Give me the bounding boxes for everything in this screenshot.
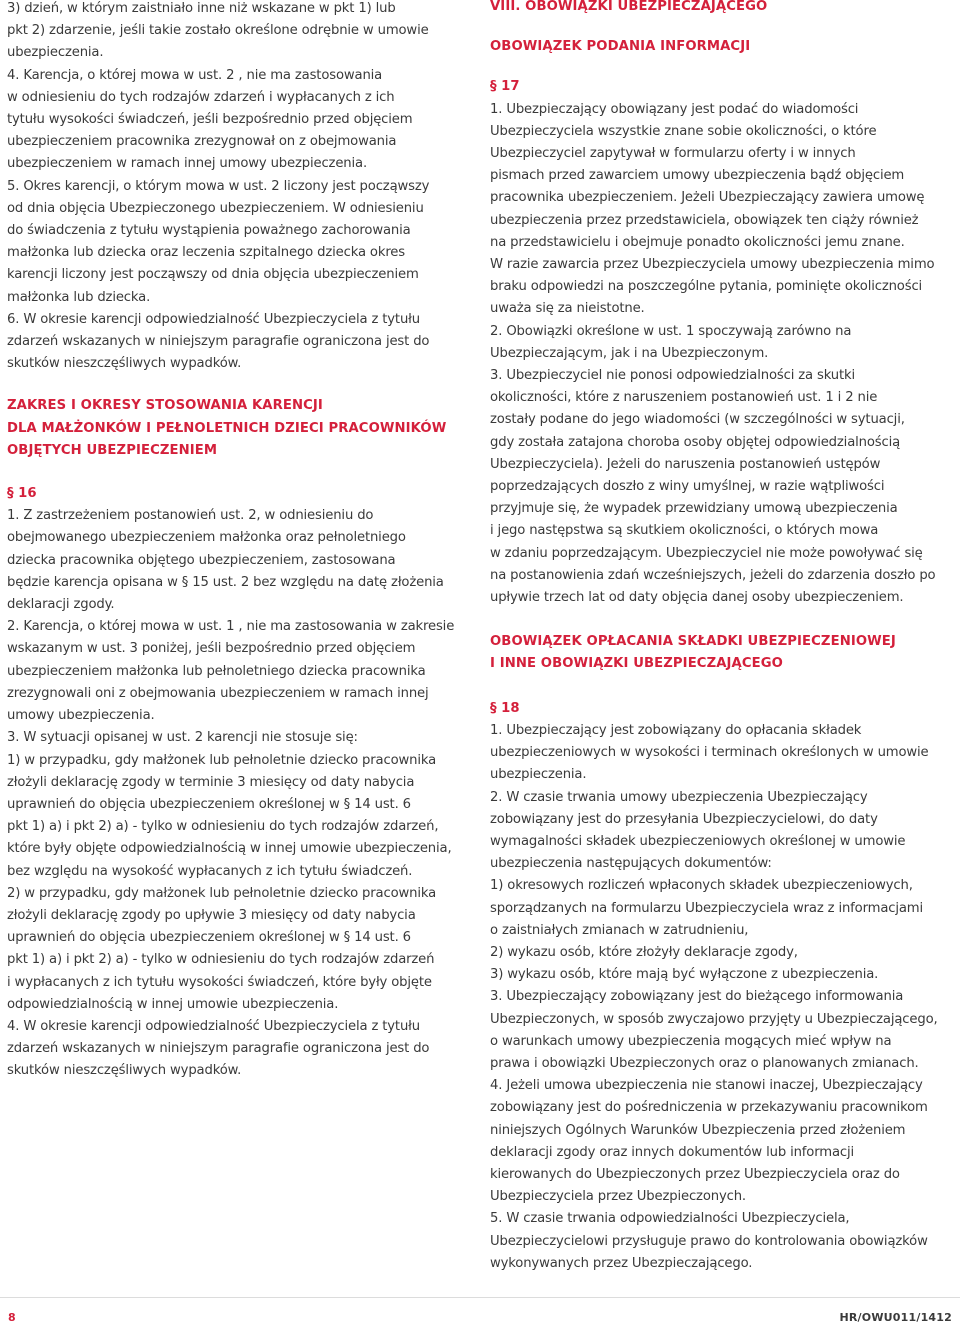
- paragraph-16-number: § 16: [7, 486, 37, 502]
- right-text-block-1: [490, 99, 955, 610]
- paragraph-17-number: § 17: [490, 79, 520, 95]
- left-column: [7, 0, 469, 1083]
- text-line: ubezpieczeniowych w wysokości i terminach określonych w umowie: [490, 745, 929, 761]
- text-line: kierowanych do Ubezpieczonych przez Ubezpieczyciela oraz do: [490, 1166, 900, 1182]
- text-line: i wypłacanych z ich tytułu wysokości świadczeń, które były objęte: [7, 974, 432, 990]
- page-number: 8: [8, 1311, 16, 1324]
- text-line: pkt 2) zdarzenie, jeśli takie zostało określone odrębnie w umowie: [7, 23, 429, 39]
- right-column: [490, 0, 955, 1275]
- text-line: ubezpieczeniem pracownika zrezygnował on z obejmowania: [7, 134, 397, 150]
- text-line: 3) wykazu osób, które mają być wyłączone z ubezpieczenia.: [490, 967, 879, 983]
- text-line: ubezpieczenia.: [490, 767, 587, 783]
- text-line: wskazanym w ust. 3 poniżej, jeśli bezpośrednio przed objęciem: [7, 641, 416, 657]
- text-line: gdy została zatajona choroba osoby objętej odpowiedzialnością: [490, 434, 901, 450]
- subheading-informacje: OBOWIĄZEK PODANIA INFORMACJI: [490, 39, 751, 55]
- text-line: przyjmuje się, że wypadek przewidziany umową ubezpieczenia: [490, 501, 898, 517]
- text-line: Ubezpieczyciela). Jeżeli do naruszenia postanowień ustępów: [490, 456, 881, 472]
- text-line: zobowiązany jest do pośredniczenia w przekazywaniu pracownikom: [490, 1100, 928, 1116]
- text-line: złożyli deklarację zgody w terminie 3 miesięcy od daty nabycia: [7, 774, 415, 790]
- text-line: pracownika ubezpieczeniem. Jeżeli Ubezpieczający zawiera umowę: [490, 190, 925, 206]
- text-line: poprzedzających doszło z winy umyślnej, w razie wątpliwości: [490, 479, 885, 495]
- text-line: upływie trzech lat od daty objęcia danej osoby ubezpieczeniem.: [490, 590, 904, 606]
- text-line: Ubezpieczającym, jak i na Ubezpieczonym.: [490, 345, 769, 361]
- left-text-block-2: [7, 505, 469, 1082]
- document-code: HR/OWU011/1412: [839, 1311, 952, 1324]
- text-line: bez względu na wysokość wypłacanych z ich tytułu świadczeń.: [7, 863, 413, 879]
- text-line: ubezpieczenia przez przedstawiciela, obowiązek ten ciąży również: [490, 212, 919, 228]
- text-line: odpowiedzialnością w innej umowie ubezpieczenia.: [7, 996, 339, 1012]
- text-line: 2) w przypadku, gdy małżonek lub pełnoletnie dziecko pracownika: [7, 885, 437, 901]
- heading-line: OBOWIĄZEK OPŁACANIA SKŁADKI UBEZPIECZENIOWEJ: [490, 634, 896, 650]
- text-line: 3) dzień, w którym zaistniało inne niż wskazane w pkt 1) lub: [7, 1, 396, 16]
- text-line: złożyli deklarację zgody po upływie 3 miesięcy od daty nabycia: [7, 907, 416, 923]
- text-line: Ubezpieczyciela przez Ubezpieczonych.: [490, 1189, 746, 1205]
- text-line: zrezygnowali oni z obejmowania ubezpieczeniem w ramach innej: [7, 685, 429, 701]
- text-line: prawa i obowiązki Ubezpieczonych oraz o planowanych zmianach.: [490, 1055, 919, 1071]
- text-line: na postanowienia zdań wcześniejszych, jeżeli do zdarzenia doszło po: [490, 567, 936, 583]
- text-line: deklaracji zgody oraz innych dokumentów lub informacji: [490, 1144, 855, 1160]
- text-line: dziecka pracownika objętego ubezpieczeniem, zastosowana: [7, 552, 396, 568]
- text-line: 5. W czasie trwania odpowiedzialności Ubezpieczyciela,: [490, 1211, 850, 1227]
- text-line: na przedstawicielu i obejmuje ponadto okoliczności jemu znane.: [490, 234, 905, 250]
- text-line: sporządzanych na formularzu Ubezpieczyciela wraz z informacjami: [490, 900, 924, 916]
- text-line: pkt 1) a) i pkt 2) a) - tylko w odniesieniu do tych rodzajów zdarzeń: [7, 952, 435, 968]
- text-line: zdarzeń wskazanych w niniejszym paragrafie ograniczona jest do: [7, 1041, 430, 1057]
- text-line: 2. Karencja, o której mowa w ust. 1 , nie ma zastosowania w zakresie: [7, 619, 455, 635]
- text-line: pkt 1) a) i pkt 2) a) - tylko w odniesieniu do tych rodzajów zdarzeń,: [7, 819, 439, 835]
- paragraph-18-number: § 18: [490, 700, 520, 716]
- text-line: będzie karencja opisana w § 15 ust. 2 bez względu na datę złożenia: [7, 574, 444, 590]
- text-line: 6. W okresie karencji odpowiedzialność Ubezpieczyciela z tytułu: [7, 311, 420, 327]
- text-line: 1. Ubezpieczający jest zobowiązany do opłacania składek: [490, 722, 862, 738]
- text-line: uprawnień do objęcia ubezpieczeniem określonej w § 14 ust. 6: [7, 930, 411, 946]
- text-line: zdarzeń wskazanych w niniejszym paragrafie ograniczona jest do: [7, 334, 430, 350]
- text-line: 4. Karencja, o której mowa w ust. 2 , nie ma zastosowania: [7, 67, 383, 83]
- text-line: Ubezpieczonych, w sposób zwyczajowo przyjęty u Ubezpieczającego,: [490, 1011, 938, 1027]
- text-line: Ubezpieczyciela wszystkie znane sobie okoliczności, o które: [490, 123, 877, 139]
- text-line: ubezpieczenia następujących dokumentów:: [490, 856, 772, 872]
- subheading-skladka: [490, 631, 955, 675]
- text-line: wykonywanych przez Ubezpieczającego.: [490, 1255, 753, 1271]
- text-line: w zdaniu poprzedzającym. Ubezpieczyciel nie może powoływać się: [490, 545, 923, 561]
- text-line: 4. Jeżeli umowa ubezpieczenia nie stanowi inaczej, Ubezpieczający: [490, 1078, 923, 1094]
- text-line: uważa się za nieistotne.: [490, 301, 645, 317]
- text-line: 1) okresowych rozliczeń wpłaconych składek ubezpieczeniowych,: [490, 878, 913, 894]
- text-line: w odniesieniu do tych rodzajów zdarzeń i wypłacanych z ich: [7, 89, 395, 105]
- text-line: Ubezpieczyciel zapytywał w formularzu oferty i w innych: [490, 146, 856, 162]
- text-line: ubezpieczeniem małżonka lub pełnoletniego dziecka pracownika: [7, 663, 426, 679]
- text-line: okoliczności, które z naruszeniem postanowień ust. 1 i 2 nie: [490, 390, 878, 406]
- text-line: deklaracji zgody.: [7, 597, 115, 613]
- text-line: karencji liczony jest począwszy od dnia objęcia ubezpieczeniem: [7, 267, 419, 283]
- heading-line: ZAKRES I OKRESY STOSOWANIA KARENCJI: [7, 398, 323, 414]
- text-line: tytułu wysokości świadczeń, jeśli bezpośrednio przed objęciem: [7, 112, 413, 128]
- text-line: o warunkach umowy ubezpieczenia mogących mieć wpływ na: [490, 1033, 892, 1049]
- right-text-block-2: [490, 720, 955, 1275]
- text-line: które były objęte odpowiedzialnością w innej umowie ubezpieczenia,: [7, 841, 452, 857]
- text-line: ubezpieczeniem w ramach innej umowy ubezpieczenia.: [7, 156, 367, 172]
- text-line: do świadczenia z tytułu wystąpienia poważnego zachorowania: [7, 223, 411, 239]
- text-line: 3. W sytuacji opisanej w ust. 2 karencji nie stosuje się:: [7, 730, 358, 746]
- text-line: zobowiązany jest do przesyłania Ubezpieczycielowi, do daty: [490, 811, 878, 827]
- text-line: 3. Ubezpieczający zobowiązany jest do bieżącego informowania: [490, 989, 904, 1005]
- text-line: 2) wykazu osób, które złożyły deklaracje zgody,: [490, 944, 798, 960]
- text-line: 1) w przypadku, gdy małżonek lub pełnoletnie dziecko pracownika: [7, 752, 437, 768]
- text-line: o zaistniałych zmianach w zatrudnieniu,: [490, 922, 749, 938]
- text-line: małżonka lub dziecka oraz leczenia szpitalnego dziecka okres: [7, 245, 405, 261]
- footer-rule: [0, 1297, 960, 1298]
- text-line: braku odpowiedzi na poszczególne pytania, pominięte okoliczności: [490, 279, 923, 295]
- text-line: 4. W okresie karencji odpowiedzialność Ubezpieczyciela z tytułu: [7, 1018, 420, 1034]
- text-line: niniejszych Ogólnych Warunków Ubezpieczenia przed złożeniem: [490, 1122, 906, 1138]
- text-line: pismach przed zawarciem umowy ubezpieczenia bądź objęciem: [490, 168, 905, 184]
- text-line: uprawnień do objęcia ubezpieczeniem określonej w § 14 ust. 6: [7, 796, 411, 812]
- text-line: 3. Ubezpieczyciel nie ponosi odpowiedzialności za skutki: [490, 368, 856, 384]
- heading-line: OBJĘTYCH UBEZPIECZENIEM: [7, 442, 218, 458]
- text-line: 2. W czasie trwania umowy ubezpieczenia Ubezpieczający: [490, 789, 868, 805]
- text-line: Ubezpieczycielowi przysługuje prawo do kontrolowania obowiązków: [490, 1233, 928, 1249]
- text-line: od dnia objęcia Ubezpieczonego ubezpieczeniem. W odniesieniu: [7, 200, 424, 216]
- text-line: W razie zawarcia przez Ubezpieczyciela umowy ubezpieczenia mimo: [490, 257, 935, 273]
- text-line: obejmowanego ubezpieczeniem małżonka oraz pełnoletniego: [7, 530, 406, 546]
- text-line: zostały podane do jego wiadomości (w szczególności w sytuacji,: [490, 412, 905, 428]
- text-line: 5. Okres karencji, o którym mowa w ust. 2 liczony jest począwszy: [7, 178, 430, 194]
- text-line: 1. Ubezpieczający obowiązany jest podać do wiadomości: [490, 101, 859, 117]
- text-line: 2. Obowiązki określone w ust. 1 spoczywają zarówno na: [490, 323, 852, 339]
- text-line: 1. Z zastrzeżeniem postanowień ust. 2, w odniesieniu do: [7, 508, 374, 524]
- heading-line: I INNE OBOWIĄZKI UBEZPIECZAJĄCEGO: [490, 656, 783, 672]
- text-line: skutków nieszczęśliwych wypadków.: [7, 1063, 242, 1079]
- text-line: wymagalności składek ubezpieczeniowych określonej w umowie: [490, 833, 906, 849]
- section-heading-karencja: [7, 395, 469, 462]
- section-title: VIII. OBOWIĄZKI UBEZPIECZAJĄCEGO: [490, 0, 768, 14]
- text-line: ubezpieczenia.: [7, 45, 104, 61]
- heading-line: DLA MAŁŻONKÓW I PEŁNOLETNICH DZIECI PRACOWNIKÓW: [7, 420, 447, 436]
- text-line: małżonka lub dziecka.: [7, 289, 151, 305]
- text-line: umowy ubezpieczenia.: [7, 708, 155, 724]
- text-line: skutków nieszczęśliwych wypadków.: [7, 356, 242, 372]
- left-text-block-1: [7, 0, 469, 375]
- text-line: i jego następstwa są skutkiem okoliczności, o których mowa: [490, 523, 879, 539]
